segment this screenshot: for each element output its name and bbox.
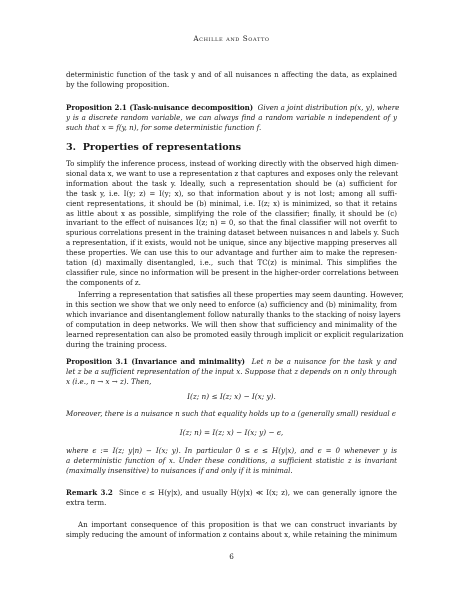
text-line: which invariance and disentanglement follow naturally thanks to the stacking of noisy layers [66, 309, 401, 319]
section-title: Properties of representations [82, 142, 242, 153]
text-line: x (i.e., n → x → z). Then, [66, 376, 152, 386]
proposition-3-1 [66, 357, 397, 387]
text-line: y is a discrete random variable, we can always find a random variable n independent of y [66, 112, 397, 122]
proposition-label: Proposition 3.1 (Invariance and minimality) [66, 357, 246, 366]
section-number: 3. [66, 142, 77, 153]
text-line: a representation, if it exists, would not be unique, since any bijective mapping preserves all [66, 238, 397, 248]
text-line: learned representation can also be promoted easily through implicit or explicit regularization [66, 329, 404, 339]
text-line: extra term. [66, 497, 107, 507]
text-line: in this section we show that we only need to enforce (a) sufficiency and (b) minimality, from [66, 299, 397, 309]
proposition-2-1 [66, 103, 400, 133]
text-line: of computation in deep networks. We will then show that sufficiency and minimality of the [66, 319, 397, 329]
section-heading [66, 142, 397, 153]
text-line: during the training process. [66, 339, 167, 349]
text-line: Inferring a representation that satisfies all these properties may seem daunting. However, [78, 290, 404, 299]
text-line: such that x = f(y, n), for some deterministic function f. [66, 122, 262, 132]
remark-label: Remark 3.2 [66, 488, 113, 497]
text-line: To simplify the inference process, instead of working directly with the observed high dimen- [66, 159, 399, 168]
proposition-label: Proposition 2.1 (Task-nuisance decomposition) [66, 103, 254, 112]
text-line: the components of z. [66, 277, 141, 287]
text-line: sional data x, we want to use a representation z that captures and exposes only the relevant [66, 168, 399, 178]
text-line: Let n be a nuisance for the task y and [251, 357, 397, 366]
intro-paragraph [66, 70, 397, 90]
text-line: simply reducing the amount of information z contains about x, while retaining the minimum [66, 529, 398, 539]
text-line: where ϵ := I(z; y|n) − I(x; y). In particular 0 ≤ ϵ ≤ H(y|x), and ϵ = 0 whenever y is [66, 446, 397, 455]
proposition-3-1-conclusion [66, 446, 397, 476]
proposition-3-1-continued [66, 409, 397, 419]
text-line: (maximally insensitive) to nuisances if and only if it is minimal. [66, 465, 293, 475]
body-paragraph-2 [66, 290, 404, 349]
text-line: information about the task y. Ideally, such a representation should be (a) sufficient for [66, 178, 397, 188]
text-line: cient representations, it should be (b) minimal, i.e. I(z; x) is minimized, so that it retains [66, 198, 397, 208]
equation-2: I(z; n) = I(z; x) − I(x; y) − ϵ, [179, 428, 284, 437]
text-line: An important consequence of this proposition is that we can construct invariants by [78, 520, 397, 529]
running-header: Achille and Soatto [193, 34, 270, 43]
text-line: invariant to the effect of nuisances I(z; n) = 0, so that the final classifier will not overfit to [66, 218, 397, 228]
text-line: tation (d) maximally disentangled, i.e., such that TC(z) is minimal. This simplifies the [66, 258, 397, 268]
text-line: a deterministic function of x. Under these conditions, a sufficient statistic z is invariant [66, 455, 397, 465]
equation-1: I(z; n) ≤ I(z; x) − I(x; y). [187, 392, 276, 401]
remark-3-2 [66, 488, 397, 508]
text-line: Given a joint distribution p(x, y), where [257, 103, 400, 112]
text-line: the task y, i.e. I(y; z) = I(y; x), so that information about y is not lost; among all suffi- [66, 188, 397, 198]
text-line: as little about x as possible, simplifying the role of the classifier; finally, it should be (c) [66, 208, 397, 218]
text-line: let z be a sufficient representation of the input x. Suppose that z depends on n only through [66, 366, 397, 376]
text-line: Moreover, there is a nuisance n such that equality holds up to a (generally small) residual ϵ [66, 409, 396, 418]
text-line: Since ϵ ≤ H(y|x), and usually H(y|x) ≪ I(x; z), we can generally ignore the [118, 488, 398, 497]
body-paragraph-3 [66, 520, 397, 540]
body-paragraph-1 [66, 159, 400, 288]
text-line: spurious correlations present in the training dataset between nuisances n and labels y. Such [66, 228, 400, 238]
text-line: these properties. We can use this to our advantage and further aim to make the represen- [66, 248, 397, 258]
text-line: classifier rule, since no information will be present in the higher-order correlations between [66, 267, 399, 277]
page-number: 6 [229, 552, 234, 561]
text-line: by the following proposition. [66, 79, 170, 89]
text-line: deterministic function of the task y and of all nuisances n affecting the data, as explained [66, 70, 397, 79]
